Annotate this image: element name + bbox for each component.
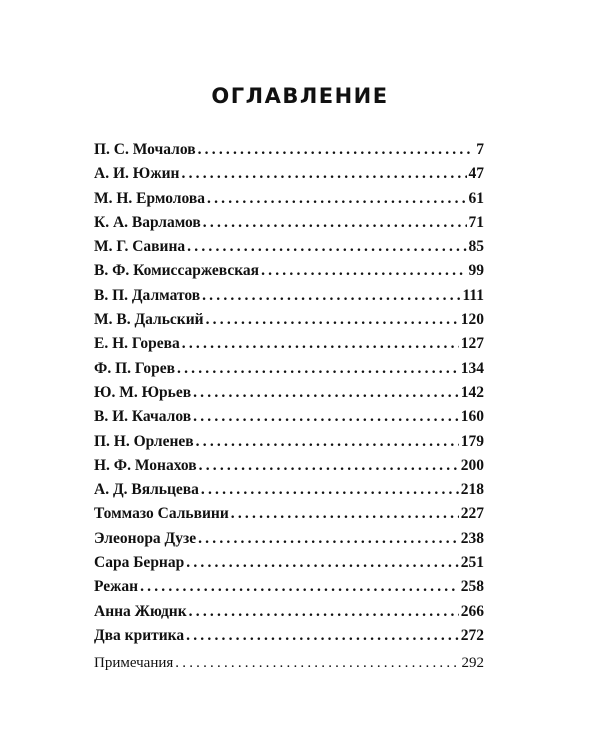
toc-entry-page: 251 <box>460 554 484 572</box>
dot-leader <box>193 384 459 402</box>
toc-entry-name: М. Г. Савина <box>94 238 186 256</box>
toc-entry-page: 238 <box>460 529 484 547</box>
toc-entry-page: 111 <box>462 286 484 304</box>
toc-entry-name: А. И. Южин <box>94 165 180 183</box>
toc-entry-notes <box>94 655 484 679</box>
dot-leader <box>196 433 459 451</box>
toc-entry-page: 160 <box>460 408 484 426</box>
dot-leader <box>199 457 459 475</box>
toc-entry-page: 179 <box>460 432 484 450</box>
toc-entry <box>94 603 484 627</box>
dot-leader <box>198 530 459 548</box>
dot-leader <box>177 360 459 378</box>
dot-leader <box>182 335 459 353</box>
toc-entry-page: 47 <box>468 165 484 183</box>
toc-entry-name: А. Д. Вяльцева <box>94 481 199 499</box>
toc-entry-name: Е. Н. Горева <box>94 335 180 353</box>
toc-entry-name: П. С. Мочалов <box>94 141 196 158</box>
toc-entry-page: 218 <box>460 481 484 499</box>
dot-leader <box>202 287 460 305</box>
toc-entry-page: 7 <box>476 141 484 158</box>
toc-entry-name: В. И. Качалов <box>94 408 192 426</box>
toc-entry-name: Ю. М. Юрьев <box>94 383 192 401</box>
toc-entry <box>94 311 484 335</box>
toc-entry <box>94 627 484 651</box>
toc-entry <box>94 214 484 238</box>
toc-entry-name: Два критика <box>94 626 185 644</box>
toc-entry <box>94 554 484 578</box>
toc-entry <box>94 408 484 432</box>
table-of-contents <box>94 141 484 680</box>
toc-entry-name: В. Ф. Комиссаржевская <box>94 262 260 280</box>
toc-entry-name: К. А. Варламов <box>94 213 201 231</box>
toc-entry <box>94 262 484 286</box>
toc-entry <box>94 433 484 457</box>
dot-leader <box>186 627 459 645</box>
toc-entry <box>94 141 484 165</box>
toc-entry <box>94 360 484 384</box>
toc-entry-page: 292 <box>461 655 484 672</box>
toc-entry-page: 71 <box>468 213 484 231</box>
toc-entry-page: 266 <box>460 602 484 620</box>
toc-entry-name: Сара Бернар <box>94 554 185 572</box>
toc-entry-name: М. Н. Ермолова <box>94 189 205 207</box>
dot-leader <box>186 554 459 572</box>
toc-entry <box>94 481 484 505</box>
toc-entry-page: 272 <box>460 626 484 644</box>
toc-entry-page: 127 <box>460 335 484 353</box>
toc-entry-page: 120 <box>460 311 484 329</box>
dot-leader <box>140 578 459 596</box>
dot-leader <box>189 603 459 621</box>
toc-entry-page: 227 <box>460 505 484 523</box>
dot-leader <box>207 190 467 208</box>
dot-leader <box>261 262 466 280</box>
toc-entry-page: 142 <box>460 383 484 401</box>
toc-entry <box>94 190 484 214</box>
dot-leader <box>193 408 459 426</box>
dot-leader <box>201 481 459 499</box>
toc-entry <box>94 384 484 408</box>
toc-entry-page: 61 <box>468 189 484 207</box>
toc-entry-page: 134 <box>460 359 484 377</box>
toc-entry-page: 85 <box>468 238 484 256</box>
toc-entry-name: Элеонора Дузе <box>94 529 197 547</box>
dot-leader <box>182 165 467 183</box>
toc-entry-page: 99 <box>468 262 484 280</box>
toc-entry <box>94 505 484 529</box>
dot-leader <box>206 311 459 329</box>
toc-entry-page: 200 <box>460 456 484 474</box>
dot-leader <box>187 238 466 256</box>
toc-entry <box>94 165 484 189</box>
toc-entry <box>94 530 484 554</box>
toc-entry-name: Примечания <box>94 655 174 672</box>
toc-entry-name: Ф. П. Горев <box>94 359 175 377</box>
dot-leader <box>203 214 467 232</box>
dot-leader <box>198 141 475 159</box>
toc-entry-name: Н. Ф. Монахов <box>94 456 197 474</box>
toc-entry <box>94 287 484 311</box>
toc-entry-name: М. В. Дальский <box>94 311 204 329</box>
toc-entry-name: П. Н. Орленев <box>94 432 194 450</box>
toc-entry <box>94 578 484 602</box>
toc-entry-name: Анна Жюднк <box>94 602 187 620</box>
dot-leader <box>231 505 459 523</box>
toc-entry-name: Режан <box>94 578 139 596</box>
toc-entry <box>94 335 484 359</box>
toc-entry-name: В. П. Далматов <box>94 286 201 304</box>
dot-leader <box>175 655 459 672</box>
toc-entry <box>94 457 484 481</box>
page-title: ОГЛАВЛЕНИЕ <box>211 84 389 108</box>
toc-entry-page: 258 <box>460 578 484 596</box>
toc-entry <box>94 238 484 262</box>
toc-entry-name: Томмазо Сальвини <box>94 505 229 523</box>
